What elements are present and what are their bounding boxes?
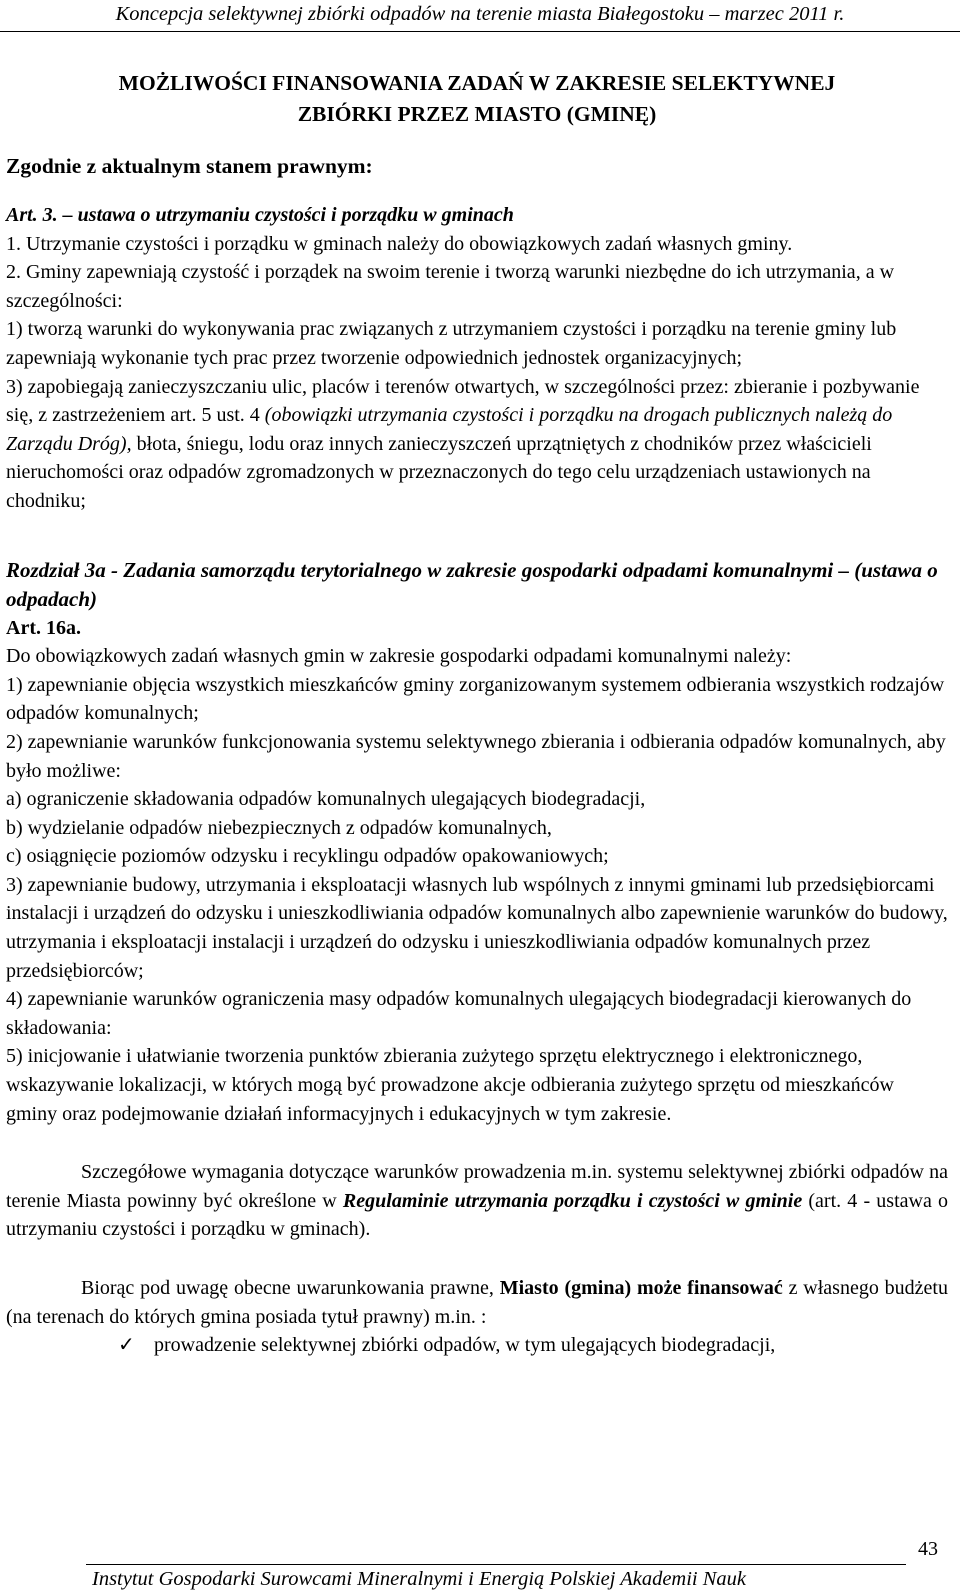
article-16a-intro: Do obowiązkowych zadań własnych gmin w zakresie gospodarki odpadami komunalnymi należy: [6, 645, 792, 668]
art3-p4-text-b: błota, śniegu, lodu oraz innych zanieczyszczeń uprzątniętych z chodników przez właścicieli nieruchomości oraz odpadów zgromadzonych w przeznaczonych do tego celu urządzeniach ustawionych na chodniku; [6, 432, 872, 512]
art3-paragraph-4 [6, 373, 948, 516]
art3-p4-text-a: 3) zapobiegają zanieczyszczaniu ulic, placów i terenów otwartych, w szczególności przez: zbieranie i pozbywanie się, z zastrzeżeniem art. 5 ust. 4 [6, 375, 920, 427]
article-16a-item: a) ograniczenie składowania odpadów komunalnych ulegających biodegradacji, [6, 788, 646, 811]
art3-section [6, 201, 948, 516]
article-16a-item: b) wydzielanie odpadów niebezpiecznych z odpadów komunalnych, [6, 816, 552, 839]
financing-paragraph [6, 1274, 948, 1331]
running-header: Koncepcja selektywnej zbiórki odpadów na terenie miasta Białegostoku – marzec 2011 r. [0, 0, 960, 32]
financing-text-b: z własnego budżetu (na terenach do których gmina posiada tytuł prawny) m.in. : [6, 1277, 948, 1328]
regulamin-text-b: (art. 4 - ustawa o utrzymaniu czystości i porządku w gminach). [6, 1189, 948, 1241]
checklist-item-text: prowadzenie selektywnej zbiórki odpadów, w tym ulegających biodegradacji, [154, 1334, 776, 1357]
article-16a-item: c) osiągnięcie poziomów odzysku i recyklingu odpadów opakowaniowych; [6, 845, 609, 868]
article-16a-item: 1) zapewnianie objęcia wszystkich mieszkańców gminy zorganizowanym systemem odbierania wszystkich rodzajów odpadów komunalnych; [6, 673, 945, 725]
article-16a-heading: Art. 16a. [6, 616, 81, 639]
art3-paragraph-1: 1. Utrzymanie czystości i porządku w gminach należy do obowiązkowych zadań własnych gminy. [6, 232, 793, 255]
rozdzial-heading: Rozdział 3a - Zadania samorządu terytorialnego w zakresie gospodarki odpadami komunalnymi – (ustawa o odpadach) [6, 557, 938, 611]
regulamin-emphasis: Regulaminie utrzymania porządku i czystości w gminie [342, 1189, 803, 1212]
art3-paragraph-3: 1) tworzą warunki do wykonywania prac związanych z utrzymaniem czystości i porządku na terenie gminy lub zapewniają wykonanie tych prac przez tworzenie odpowiednich jednostek organizacyjnych; [6, 318, 897, 369]
page-title-line-2: ZBIÓRKI PRZEZ MIASTO (GMINĘ) [297, 102, 657, 126]
article-16a-item: 3) zapewnianie budowy, utrzymania i eksploatacji własnych lub wspólnych z innymi gminami lub przedsiębiorcami instalacji i urządzeń do odzysku i unieszkodliwiania odpadów komunalnych albo zapewnienie warunków do budowy, utrzymania i eksploatacji instalacji i urządzeń do odzysku i unieszkodliwiania odpadów komunalnych przez przedsiębiorców; [6, 873, 948, 982]
art3-p4-italic-note: (obowiązki utrzymania czystości i porządku na drogach publicznych należą do Zarządu Dróg), [6, 404, 893, 455]
art3-heading: Art. 3. – ustawa o utrzymaniu czystości i porządku w gminach [6, 204, 514, 226]
article-16a-item: 5) inicjowanie i ułatwianie tworzenia punktów zbierania zużytego sprzętu elektrycznego i elektronicznego, wskazywanie lokalizacji, w których mogą być prowadzone akcje odbierania zużytego sprzętu od mieszkańców gminy oraz podejmowanie działań informacyjnych i edukacyjnych w tym zakresie. [6, 1045, 894, 1125]
page-content [6, 68, 948, 1360]
article-16a-item: 2) zapewnianie warunków funkcjonowania systemu selektywnego zbierania i odbierania odpadów komunalnych, aby było możliwe: [6, 730, 946, 782]
checklist-item [118, 1331, 948, 1360]
rozdzial-3a-section [6, 556, 948, 1129]
regulamin-text-a: Szczegółowe wymagania dotyczące warunków prowadzenia m.in. systemu selektywnej zbiórki odpadów na terenie Miasta powinny być określone w [6, 1161, 948, 1212]
footer-institute: Instytut Gospodarki Surowcami Mineralnymi i Energią Polskiej Akademii Nauk [92, 1568, 747, 1590]
financing-emphasis: Miasto (gmina) może finansować [499, 1277, 783, 1299]
footer-divider [86, 1564, 906, 1565]
section-subtitle: Zgodnie z aktualnym stanem prawnym: [6, 154, 373, 178]
page-number: 43 [918, 1538, 938, 1560]
regulamin-paragraph [6, 1158, 948, 1244]
art3-paragraph-2: 2. Gminy zapewniają czystość i porządek na swoim terenie i tworzą warunki niezbędne do ich utrzymania, a w szczególności: [6, 261, 895, 312]
checkmark-icon: ✓ [118, 1332, 135, 1357]
article-16a-item: 4) zapewnianie warunków ograniczenia masy odpadów komunalnych ulegających biodegradacji kierowanych do składowania: [6, 988, 912, 1039]
page-title-line-1: MOŻLIWOŚCI FINANSOWANIA ZADAŃ W ZAKRESIE SELEKTYWNEJ [118, 71, 836, 95]
financing-text-a: Biorąc pod uwagę obecne uwarunkowania prawne, [81, 1277, 500, 1299]
